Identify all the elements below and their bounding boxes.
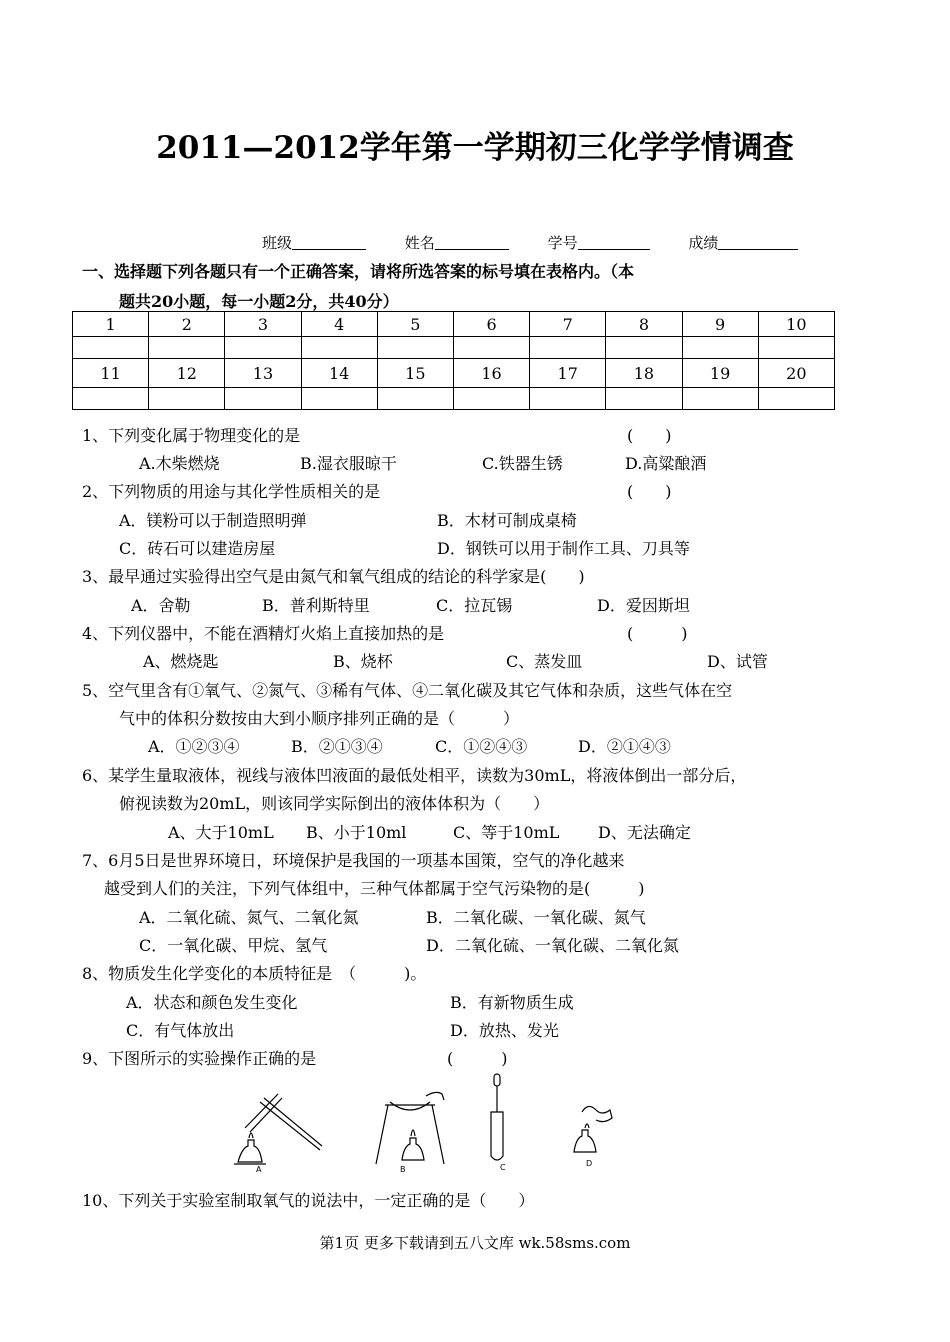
answer-table-blank-row-1 bbox=[73, 337, 835, 359]
answer-cell[interactable] bbox=[377, 337, 453, 359]
answer-cell[interactable] bbox=[73, 337, 149, 359]
page-footer: 第1页 更多下载请到五八文库 wk.58sms.com bbox=[319, 1234, 631, 1252]
question-8-option-d: D．放热、发光 bbox=[450, 1021, 559, 1040]
answer-cell[interactable] bbox=[225, 388, 301, 410]
answer-cell-label: 20 bbox=[758, 359, 834, 388]
answer-cell-label: 1 bbox=[73, 312, 149, 337]
question-7-option-d: D．二氧化硫、一氧化碳、二氧化氮 bbox=[426, 936, 679, 955]
question-2-option-c: C．砖石可以建造房屋 bbox=[119, 539, 276, 558]
question-6-option-a: A、大于10mL bbox=[168, 823, 274, 842]
question-2-option-a: A．镁粉可以于制造照明弹 bbox=[119, 511, 307, 530]
question-2: 2、下列物质的用途与其化学性质相关的是 bbox=[82, 482, 381, 501]
question-4-answer-paren: ( ) bbox=[627, 624, 688, 643]
name-blank[interactable] bbox=[435, 234, 509, 250]
answer-cell-label: 5 bbox=[377, 312, 453, 337]
question-8-option-c: C．有气体放出 bbox=[126, 1021, 235, 1040]
answer-table-header-row-1 bbox=[73, 312, 835, 337]
answer-cell[interactable] bbox=[530, 388, 606, 410]
answer-cell-label: 2 bbox=[149, 312, 225, 337]
question-1-option-c: C.铁器生锈 bbox=[482, 454, 563, 473]
question-7-option-a: A．二氧化硫、氮气、二氧化氮 bbox=[139, 908, 359, 927]
answer-cell[interactable] bbox=[758, 337, 834, 359]
answer-cell[interactable] bbox=[453, 337, 529, 359]
question-4-option-d: D、试管 bbox=[707, 652, 768, 671]
section-heading-line2: 题共20小题，每一小题2分，共40分） bbox=[119, 292, 399, 311]
answer-cell[interactable] bbox=[301, 337, 377, 359]
figure-d-alcohol-lamp bbox=[574, 1106, 612, 1152]
figure-label-c: C bbox=[500, 1163, 506, 1172]
answer-cell[interactable] bbox=[149, 388, 225, 410]
answer-cell-label: 10 bbox=[758, 312, 834, 337]
question-4-option-c: C、蒸发皿 bbox=[506, 652, 583, 671]
answer-cell-label: 6 bbox=[453, 312, 529, 337]
question-5-option-c: C．①②④③ bbox=[435, 737, 528, 756]
answer-cell[interactable] bbox=[530, 337, 606, 359]
question-8: 8、物质发生化学变化的本质特征是 （ )。 bbox=[82, 964, 427, 983]
answer-cell-label: 17 bbox=[530, 359, 606, 388]
question-5-option-a: A．①②③④ bbox=[148, 737, 240, 756]
question-3-option-a: A．舍勒 bbox=[131, 596, 191, 615]
answer-cell[interactable] bbox=[301, 388, 377, 410]
figure-label-a: A bbox=[256, 1165, 262, 1174]
question-4: 4、下列仪器中，不能在酒精灯火焰上直接加热的是 bbox=[82, 624, 445, 643]
answer-table-header-row-2 bbox=[73, 359, 835, 388]
answer-cell[interactable] bbox=[682, 337, 758, 359]
answer-table-blank-row-2 bbox=[73, 388, 835, 410]
section-heading-line1: 一、选择题下列各题只有一个正确答案，请将所选答案的标号填在表格内。（本 bbox=[82, 262, 635, 281]
question-8-option-a: A．状态和颜色发生变化 bbox=[126, 993, 298, 1012]
question-1-answer-paren: ( ) bbox=[627, 426, 672, 445]
question-5-line-2: 气中的体积分数按由大到小顺序排列正确的是（ ） bbox=[119, 709, 520, 728]
answer-cell-label: 14 bbox=[301, 359, 377, 388]
question-3: 3、最早通过实验得出空气是由氮气和氧气组成的结论的科学家是( ) bbox=[82, 567, 585, 586]
question-9: 9、下图所示的实验操作正确的是 bbox=[82, 1049, 317, 1068]
answer-cell[interactable] bbox=[682, 388, 758, 410]
section-heading bbox=[82, 259, 634, 282]
question-1-option-d: D.高粱酿酒 bbox=[625, 454, 707, 473]
question-2-option-d: D．钢铁可以用于制作工具、刀具等 bbox=[437, 539, 690, 558]
question-7-line-2: 越受到人们的关注，下列气体组中，三种气体都属于空气污染物的是( ) bbox=[104, 879, 645, 898]
question-1-option-a: A.木柴燃烧 bbox=[139, 454, 220, 473]
answer-table bbox=[72, 311, 835, 410]
answer-cell[interactable] bbox=[758, 388, 834, 410]
question-3-option-c: C．拉瓦锡 bbox=[436, 596, 513, 615]
question-2-option-b: B．木材可制成桌椅 bbox=[437, 511, 577, 530]
question-6-option-d: D、无法确定 bbox=[598, 823, 691, 842]
class-blank[interactable] bbox=[292, 234, 366, 250]
answer-cell[interactable] bbox=[149, 337, 225, 359]
answer-cell[interactable] bbox=[225, 337, 301, 359]
name-label: 姓名 bbox=[404, 234, 435, 252]
answer-cell-label: 3 bbox=[225, 312, 301, 337]
question-7-option-b: B．二氧化碳、一氧化碳、氮气 bbox=[426, 908, 646, 927]
answer-cell-label: 13 bbox=[225, 359, 301, 388]
question-7-line-1: 7、6月5日是世界环境日，环境保护是我国的一项基本国策，空气的净化越来 bbox=[82, 851, 625, 870]
figure-a-tube-heating bbox=[234, 1094, 322, 1164]
answer-cell[interactable] bbox=[606, 337, 682, 359]
question-3-option-b: B．普利斯特里 bbox=[262, 596, 370, 615]
answer-cell-label: 8 bbox=[606, 312, 682, 337]
question-5-option-b: B．②①③④ bbox=[291, 737, 383, 756]
lab-operations-figure bbox=[230, 1072, 630, 1176]
page-title: 2011—2012学年第一学期初三化学学情调查 bbox=[156, 130, 794, 166]
answer-cell-label: 18 bbox=[606, 359, 682, 388]
answer-cell-label: 4 bbox=[301, 312, 377, 337]
question-6-line-2: 俯视读数为20mL，则该同学实际倒出的液体体积为（ ） bbox=[119, 794, 550, 813]
answer-cell-label: 16 bbox=[453, 359, 529, 388]
answer-cell-label: 9 bbox=[682, 312, 758, 337]
student-info-row bbox=[262, 232, 798, 253]
question-7-option-c: C．一氧化碳、甲烷、氢气 bbox=[139, 936, 328, 955]
score-blank[interactable] bbox=[718, 234, 798, 250]
answer-cell[interactable] bbox=[606, 388, 682, 410]
answer-cell[interactable] bbox=[73, 388, 149, 410]
answer-cell[interactable] bbox=[453, 388, 529, 410]
question-5-line-1: 5、空气里含有①氧气、②氮气、③稀有气体、④二氧化碳及其它气体和杂质，这些气体在空 bbox=[82, 681, 733, 700]
question-4-option-b: B、烧杯 bbox=[333, 652, 393, 671]
question-6-line-1: 6、某学生量取液体，视线与液体凹液面的最低处相平，读数为30mL，将液体倒出一部分后， bbox=[82, 766, 747, 785]
id-label: 学号 bbox=[547, 234, 578, 252]
answer-cell-label: 15 bbox=[377, 359, 453, 388]
question-6-option-c: C、等于10mL bbox=[453, 823, 560, 842]
question-9-answer-paren: ( ) bbox=[447, 1049, 508, 1068]
question-8-option-b: B．有新物质生成 bbox=[450, 993, 574, 1012]
id-blank[interactable] bbox=[578, 234, 650, 250]
question-3-option-d: D．爱因斯坦 bbox=[597, 596, 690, 615]
question-1-option-b: B.湿衣服晾干 bbox=[300, 454, 397, 473]
answer-cell-label: 19 bbox=[682, 359, 758, 388]
question-5-option-d: D．②①④③ bbox=[578, 737, 671, 756]
question-1: 1、下列变化属于物理变化的是 bbox=[82, 426, 301, 445]
answer-cell[interactable] bbox=[377, 388, 453, 410]
answer-cell-label: 12 bbox=[149, 359, 225, 388]
score-label: 成绩 bbox=[688, 234, 719, 252]
answer-cell-label: 7 bbox=[530, 312, 606, 337]
question-4-option-a: A、燃烧匙 bbox=[143, 652, 219, 671]
class-label: 班级 bbox=[262, 234, 293, 252]
answer-cell-label: 11 bbox=[73, 359, 149, 388]
question-6-option-b: B、小于10ml bbox=[306, 823, 407, 842]
figure-c-dropper-test-tube bbox=[491, 1074, 503, 1160]
question-2-answer-paren: ( ) bbox=[627, 482, 672, 501]
figure-label-b: B bbox=[400, 1165, 406, 1174]
figure-label-d: D bbox=[586, 1159, 593, 1168]
question-10: 10、下列关于实验室制取氧气的说法中，一定正确的是（ ） bbox=[82, 1191, 535, 1210]
figure-b-tripod-heating bbox=[376, 1092, 444, 1164]
